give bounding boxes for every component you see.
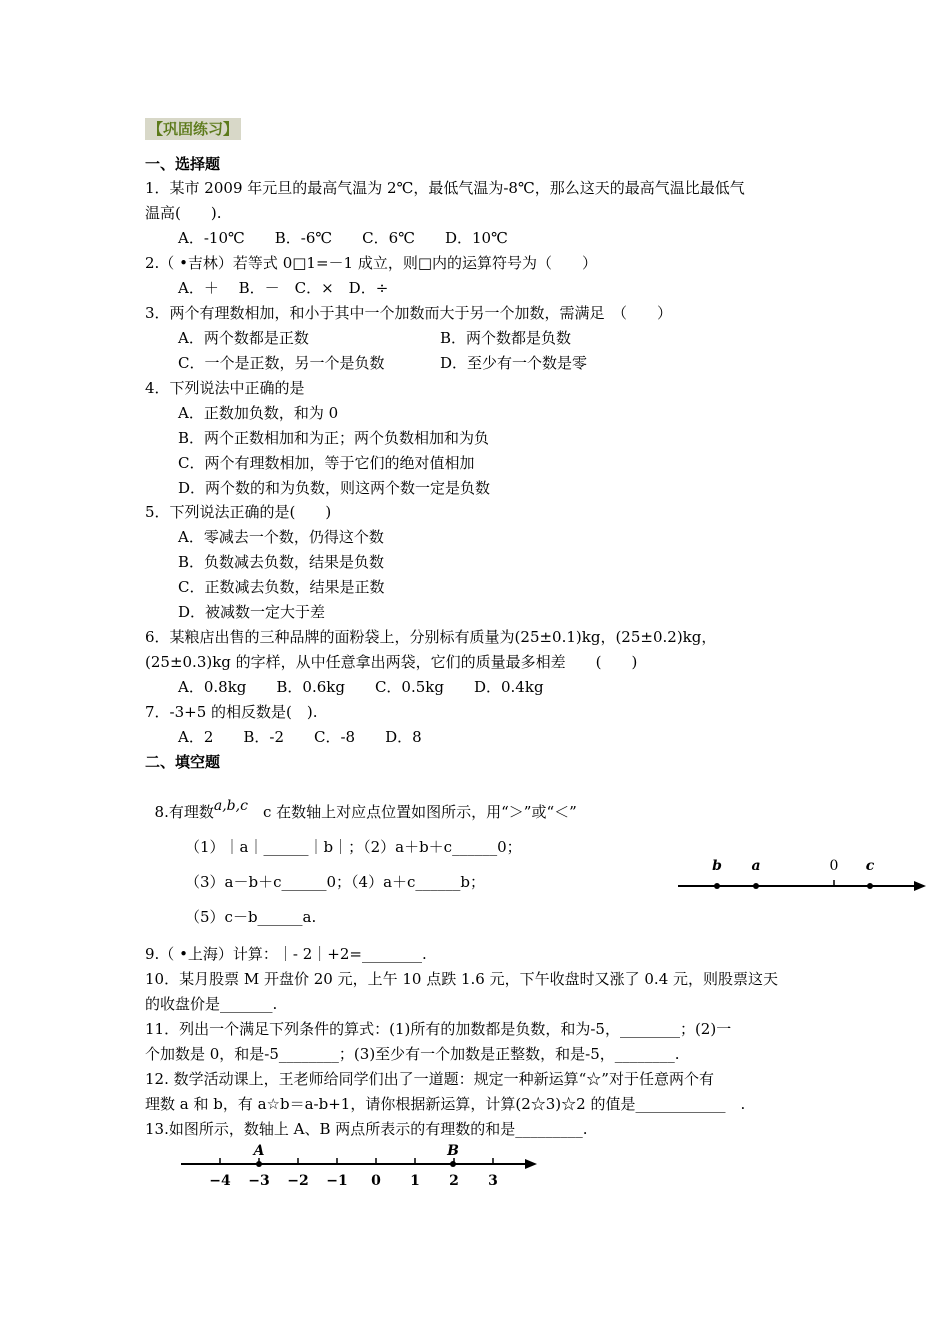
q4-option-b: B．两个正数相加和为正；两个负数相加和为负 (178, 429, 490, 447)
q8-label-b: b (712, 858, 722, 874)
q3-option-c: C．一个是正数，另一个是负数 (178, 354, 385, 372)
q13-stem: 13.如图所示，数轴上 A、B 两点所表示的有理数的和是_________. (145, 1120, 588, 1138)
q8-label-a: a (751, 858, 761, 874)
q5-option-d: D．被减数一定大于差 (178, 603, 326, 621)
q7-stem: 7．-3+5 的相反数是( ). (145, 703, 318, 721)
q4-stem: 4．下列说法中正确的是 (145, 379, 305, 397)
q10-stem-line1: 10．某月股票 M 开盘价 20 元，上午 10 点跌 1.6 元，下午收盘时又涨了 0.4 元，则股票这天 (145, 970, 779, 988)
q8-axis-arrow (914, 881, 926, 891)
q5-stem: 5．下列说法正确的是( ) (145, 503, 332, 521)
q3-option-b: B．两个数都是负数 (440, 329, 572, 347)
q8-point-a (753, 883, 759, 889)
q12-stem-line1: 12. 数学活动课上，王老师给同学们出了一道题：规定一种新运算“☆”对于任意两个有 (145, 1070, 714, 1088)
q13-label-b: B (447, 1143, 459, 1159)
q10-stem-line2: 的收盘价是_______. (145, 995, 278, 1013)
section-tag: 【巩固练习】 (145, 118, 241, 140)
q8-number-line (670, 850, 935, 900)
q3-option-d: D．至少有一个数是零 (440, 354, 588, 372)
q12-stem-line2: 理数 a 和 b，有 a☆b＝a-b+1，请你根据新运算，计算(2☆3)☆2 的值是____________ . (145, 1095, 746, 1113)
q8-prefix: 8.有理数 (154, 803, 214, 821)
q2-options: A．＋ B．－ C．× D．÷ (178, 279, 389, 297)
q3-option-a: A．两个数都是正数 (178, 329, 309, 347)
q4-option-c: C．两个有理数相加，等于它们的绝对值相加 (178, 454, 475, 472)
q13-tick-label: 3 (488, 1173, 498, 1189)
q9-stem: 9.（ •上海）计算：｜- 2｜+2=________. (145, 945, 427, 963)
q4-option-a: A．正数加负数，和为 0 (178, 404, 339, 422)
q8-sub1: （1）｜a｜______｜b｜；（2）a＋b＋c______0； (185, 838, 522, 856)
q8-sub2: （3）a－b＋c______0；（4）a＋c______b； (185, 873, 486, 891)
q13-axis-arrow (525, 1159, 537, 1169)
q6-options: A．0.8kg B．0.6kg C．0.5kg D．0.4kg (178, 678, 544, 696)
q13-number-line (175, 1140, 545, 1196)
q6-stem-line2: (25±0.3)kg 的字样，从中任意拿出两袋，它们的质量最多相差 ( ) (145, 653, 638, 671)
q11-stem-line2: 个加数是 0，和是-5________；(3)至少有一个加数是正整数，和是-5，________. (145, 1045, 680, 1063)
q1-stem-line2: 温高( ). (145, 204, 222, 222)
q8-point-c (867, 883, 873, 889)
q1-stem-line1: 1．某市 2009 年元旦的最高气温为 2℃，最低气温为-8℃，那么这天的最高气温比最低气 (145, 179, 745, 197)
q8-point-b (714, 883, 720, 889)
q13-tick-label: 2 (449, 1173, 459, 1189)
q11-stem-line1: 11．列出一个满足下列条件的算式：(1)所有的加数都是负数，和为-5，________；(2)一 (145, 1020, 732, 1038)
q4-option-d: D．两个数的和为负数，则这两个数一定是负数 (178, 479, 491, 497)
q1-options: A．-10℃ B．-6℃ C．6℃ D．10℃ (178, 229, 508, 247)
q5-option-b: B．负数减去负数，结果是负数 (178, 553, 385, 571)
q13-point-b (450, 1161, 456, 1167)
q13-tick-label: −3 (248, 1173, 270, 1189)
q8-stem (145, 782, 577, 823)
q8-vars: a,b,c (213, 798, 248, 814)
q8-suffix: c 在数轴上对应点位置如图所示，用“＞”或“＜” (262, 803, 577, 821)
q13-tick-label: −1 (326, 1173, 348, 1189)
q8-label-c: c (865, 858, 875, 874)
part1-title: 一、选择题 (145, 155, 221, 173)
q3-stem: 3．两个有理数相加，和小于其中一个加数而大于另一个加数，需满足 （ ） (145, 304, 673, 322)
q7-options: A．2 B．-2 C．-8 D．8 (178, 728, 422, 746)
q13-tick-label: 1 (410, 1173, 420, 1189)
q13-tick-label: −4 (209, 1173, 231, 1189)
q13-point-a (256, 1161, 262, 1167)
q5-option-a: A．零减去一个数，仍得这个数 (178, 528, 384, 546)
part2-title: 二、填空题 (145, 753, 221, 771)
q13-tick-label: 0 (371, 1173, 381, 1189)
q8-sub3: （5）c－b______a. (185, 908, 317, 926)
q13-label-a: A (253, 1143, 265, 1159)
q5-option-c: C．正数减去负数，结果是正数 (178, 578, 385, 596)
q13-tick-label: −2 (287, 1173, 309, 1189)
q2-stem: 2.（ •吉林）若等式 0□1=－1 成立，则□内的运算符号为（ ） (145, 254, 598, 272)
q6-stem-line1: 6．某粮店出售的三种品牌的面粉袋上，分别标有质量为(25±0.1)kg，(25±0.2)kg， (145, 628, 717, 646)
q8-label-0: 0 (829, 858, 839, 874)
